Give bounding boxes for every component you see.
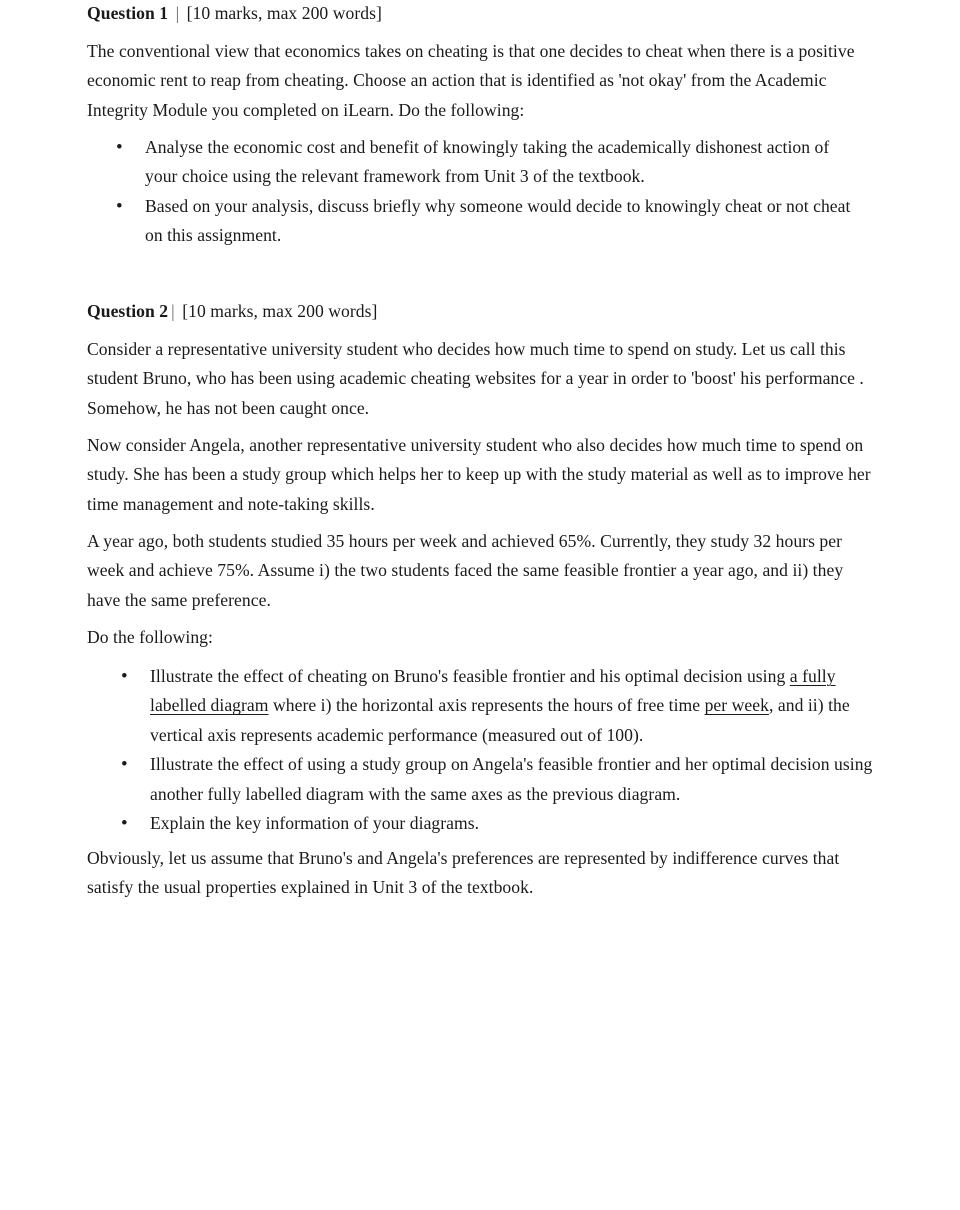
question-2-closing-paragraph: Obviously, let us assume that Bruno's and Angela's preferences are represented by indifference curves that satisfy the usual properties explained in Unit 3 of the textbook.: [87, 848, 840, 898]
question-2-task-1-text-b: where i) the horizontal axis represents the hours of free time: [268, 695, 705, 716]
question-1-intro: The conventional view that economics takes on cheating is that one decides to cheat when there is a positive economic rent to reap from cheating. Choose an action that is identified as 'not okay' from the Academic Integrity Module you completed on iLearn. Do the following:: [87, 41, 855, 120]
question-2-task-list: [150, 662, 875, 838]
question-2-separator: |: [171, 301, 175, 321]
question-2-heading: [87, 297, 377, 326]
question-2-marks: [10 marks, max 200 words]: [182, 301, 378, 321]
question-1-heading: [87, 0, 382, 28]
question-2-task-1-text-c: , and ii) the vertical axis represents academic performance (measured out of 100).: [150, 695, 850, 745]
question-2-task-1-text-a: Illustrate the effect of cheating on Bruno's feasible frontier and his optimal decision using: [150, 666, 790, 686]
question-1-title: Question 1: [87, 3, 169, 23]
question-2-paragraph-bruno: Consider a representative university student who decides how much time to spend on study. Let us call this student Bruno, who has been using academic cheating websites for a year in order to 'boost' his performance . Somehow, he has not been caught once.: [87, 339, 864, 418]
question-2-task-1-underline-diagram: a fully labelled diagram: [150, 666, 836, 716]
question-2-task-1: [150, 662, 875, 750]
question-2-instruction: Do the following:: [87, 627, 213, 647]
question-2-paragraph-assumptions: A year ago, both students studied 35 hours per week and achieved 65%. Currently, they study 32 hours per week and achieve 75%. Assume i) the two students faced the same feasible frontier a year ago, and ii) they have the same preference.: [87, 531, 844, 610]
question-1-task-2: • Based on your analysis, discuss briefly why someone would decide to knowingly cheat or not cheat on this assignment.: [145, 192, 865, 251]
question-1-task-1: • Analyse the economic cost and benefit of knowingly taking the academically dishonest action of your choice using the relevant framework from Unit 3 of the textbook.: [145, 133, 865, 192]
question-2-title: Question 2: [87, 301, 169, 321]
question-1-marks: [10 marks, max 200 words]: [186, 3, 382, 23]
question-2-task-1-underline-week: per week: [704, 695, 769, 716]
question-1-separator: |: [175, 3, 180, 23]
question-1-task-list: [145, 133, 865, 251]
question-2-task-2: • Illustrate the effect of using a study group on Angela's feasible frontier and her optimal decision using another fully labelled diagram with the same axes as the previous diagram.: [150, 750, 875, 809]
question-2-paragraph-angela: Now consider Angela, another representative university student who also decides how much time to spend on study. She has been a study group which helps her to keep up with the study material as well as to improve her time management and note-taking skills.: [87, 435, 871, 514]
question-2-task-3: • Explain the key information of your diagrams.: [150, 809, 875, 838]
